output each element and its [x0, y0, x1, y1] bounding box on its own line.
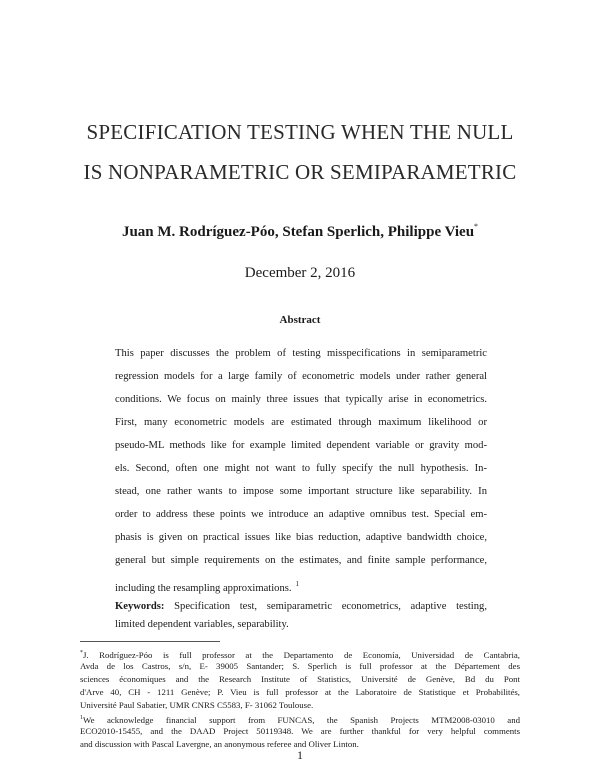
abstract-line: pseudo-ML methods like for example limited dependent variable or gravity mod-: [115, 440, 487, 451]
author-list: [40, 222, 560, 241]
footnote-1-mark: *: [80, 650, 83, 656]
footnote-divider: [80, 641, 220, 642]
keywords-line-2: limited dependent variables, separability.: [115, 619, 289, 630]
footnote-1-line: Avda de los Castros, s/n, E- 39005 Santander; S. Sperlich is full professor at the Département des: [80, 661, 520, 671]
footnote-1-line: [80, 647, 520, 659]
abstract-heading: Abstract: [279, 314, 321, 326]
footnote-2-line: ECO2010-15455, and the DAAD Project 50119348. We are further thankful for very helpful comments: [80, 726, 520, 736]
footnote-1-line: d'Arve 40, CH - 1211 Genève; P. Vieu is full professor at the Laboratoire de Statistique et Probabilités,: [80, 687, 520, 697]
footnote-1-line: Université Paul Sabatier, UMR CNRS C5583, F- 31062 Toulouse.: [80, 700, 314, 710]
footnote-2-line: and discussion with Pascal Lavergne, an anonymous referee and Oliver Linton.: [80, 739, 359, 749]
paper-date: December 2, 2016: [244, 265, 356, 281]
abstract-line: First, many econometric models are estimated through maximum likelihood or: [115, 417, 487, 428]
abstract-line: order to address these points we introduce an adaptive omnibus test. Special em-: [115, 509, 487, 520]
abstract-line: els. Second, often one might not want to fully specify the null hypothesis. In-: [115, 463, 487, 474]
footnote-2-mark: 1: [80, 715, 83, 721]
abstract-line: conditions. We focus on mainly three issues that typically arise in econometrics.: [115, 394, 487, 405]
page-number: 1: [297, 748, 303, 762]
author-names: Juan M. Rodríguez-Póo, Stefan Sperlich, Philippe Vieu: [121, 224, 475, 240]
keywords-text: Specification test, semiparametric econometrics, adaptive testing,: [174, 601, 487, 612]
abstract-footnote-mark: 1: [295, 580, 300, 588]
footnote-text: We acknowledge financial support from FUNCAS, the Spanish Projects MTM2008-03010 and: [83, 715, 520, 725]
footnote-1-line: sciences économiques and the Research Institute of Statistics, Université de Genève, Bd du Pont: [80, 674, 520, 684]
abstract-last-line: [115, 577, 487, 594]
paper-title-line-1: SPECIFICATION TESTING WHEN THE NULL: [86, 120, 514, 144]
footnote-text: J. Rodríguez-Póo is full professor at the Departamento de Economía, Universidad de Cantabria,: [83, 650, 520, 660]
abstract-line: This paper discusses the problem of testing misspecifications in semiparametric: [115, 348, 487, 359]
abstract-line: regression models for a large family of econometric models under rather general: [115, 371, 487, 382]
author-footnote-mark: *: [474, 222, 479, 231]
abstract-line: stead, one rather wants to impose some important structure like separability. In: [115, 486, 487, 497]
abstract-line: general but simple requirements on the estimates, and finite sample performance,: [115, 555, 487, 566]
abstract-line: phasis is given on practical issues like bias reduction, adaptive bandwidth choice,: [115, 532, 487, 543]
footnote-2-line: [80, 712, 520, 724]
paper-title-line-2: IS NONPARAMETRIC OR SEMIPARAMETRIC: [83, 160, 517, 184]
keywords-line: [115, 600, 487, 614]
abstract-line: including the resampling approximations.: [115, 583, 292, 594]
keywords-label: Keywords:: [115, 601, 165, 612]
